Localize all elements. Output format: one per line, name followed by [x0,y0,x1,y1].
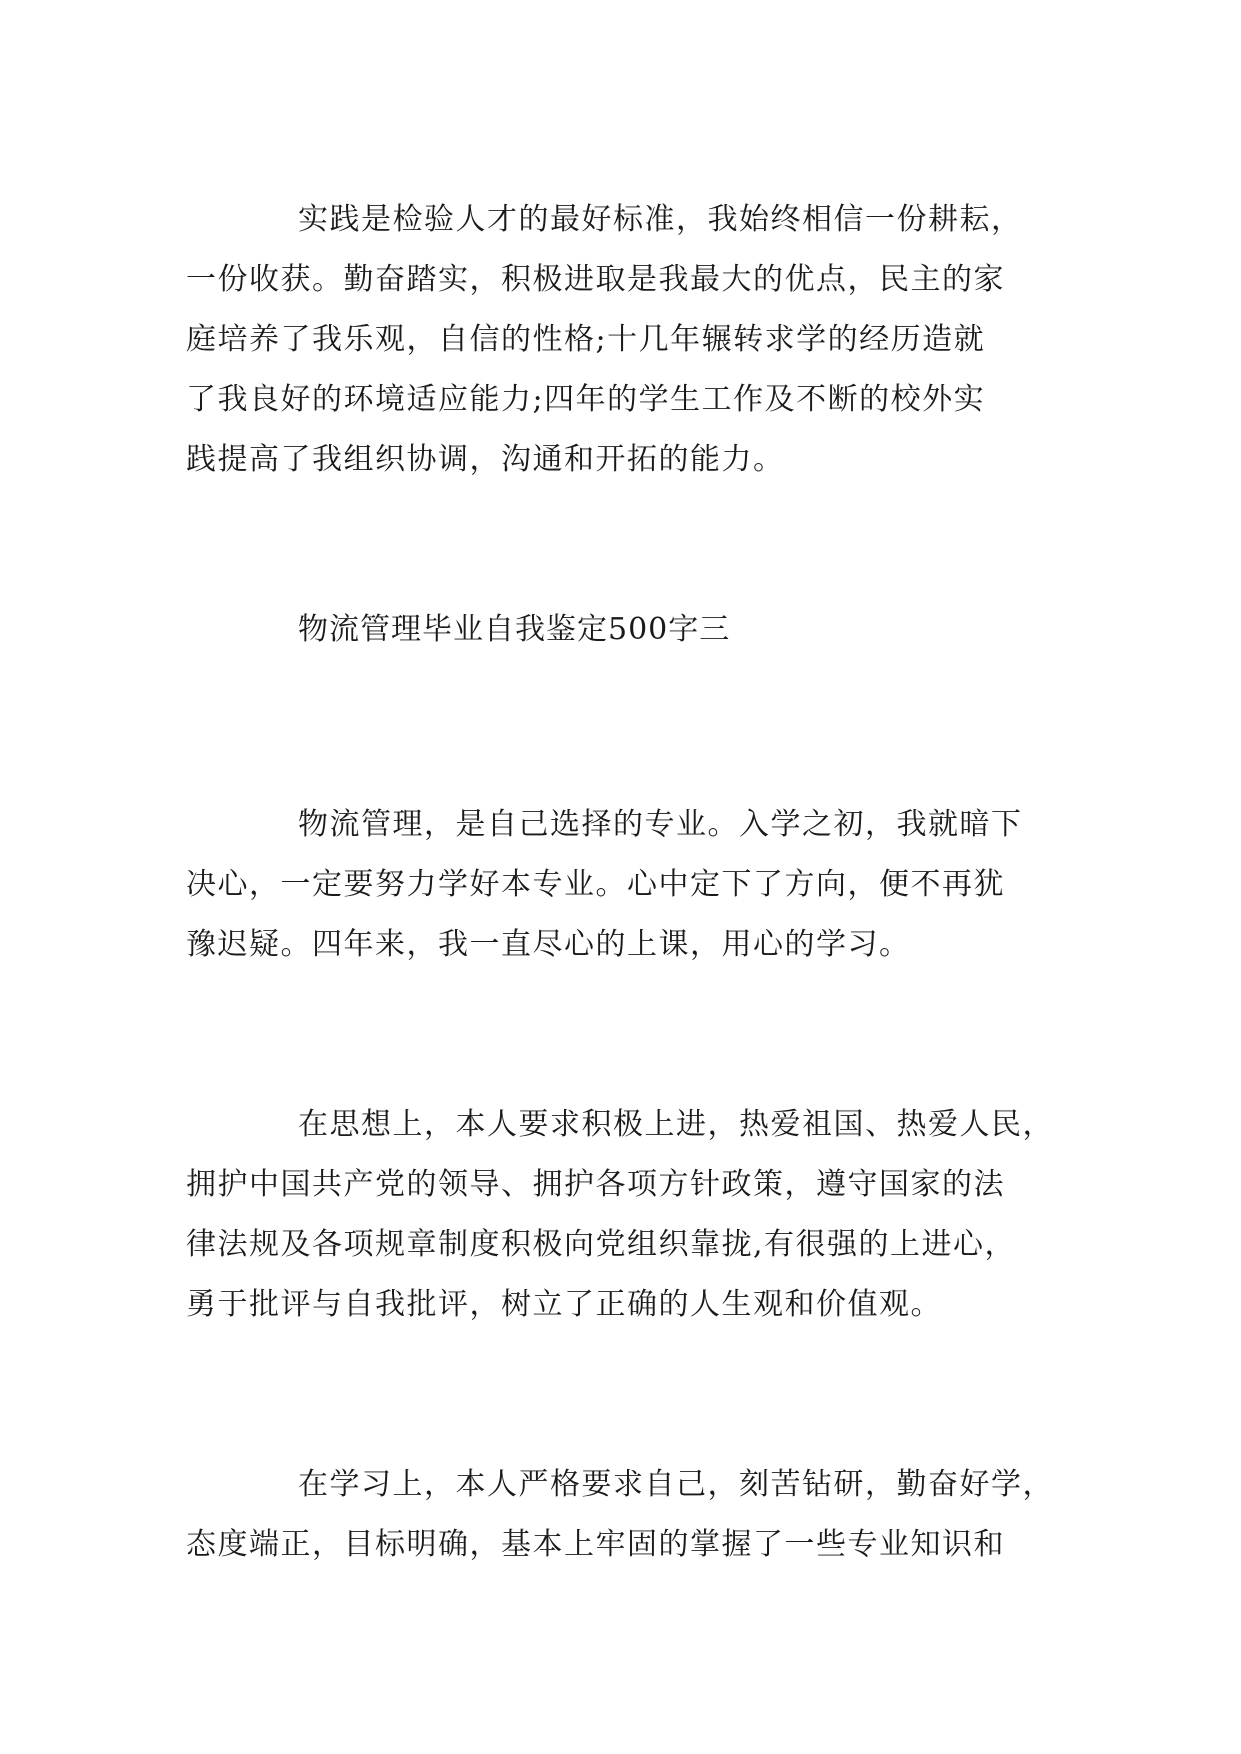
section-heading: 物流管理毕业自我鉴定500字三 [298,612,731,647]
paragraph-line: 态度端正，目标明确，基本上牢固的掌握了一些专业知识和 [186,1527,1005,1562]
paragraph-line: 拥护中国共产党的领导、拥护各项方针政策，遵守国家的法 [186,1167,1005,1202]
paragraph-study [186,1455,1066,1575]
paragraph-major-choice [186,795,1066,975]
paragraph-line: 在学习上，本人严格要求自己，刻苦钻研，勤奋好学， [298,1467,1054,1502]
paragraph-line: 在思想上，本人要求积极上进，热爱祖国、热爱人民， [298,1107,1054,1142]
paragraph-line: 一份收获。勤奋踏实，积极进取是我最大的优点，民主的家 [186,262,1005,297]
paragraph-line: 庭培养了我乐观，自信的性格;十几年辗转求学的经历造就 [186,322,986,357]
paragraph-line: 践提高了我组织协调，沟通和开拓的能力。 [186,442,785,477]
paragraph-line: 决心，一定要努力学好本专业。心中定下了方向，便不再犹 [186,867,1005,902]
paragraph-line: 勇于批评与自我批评，树立了正确的人生观和价值观。 [186,1287,942,1322]
paragraph-ideology [186,1095,1066,1335]
paragraph-line: 实践是检验人才的最好标准，我始终相信一份耕耘， [298,202,1023,237]
paragraph-line: 律法规及各项规章制度积极向党组织靠拢,有很强的上进心， [186,1227,1017,1262]
paragraph-line: 了我良好的环境适应能力;四年的学生工作及不断的校外实 [186,382,986,417]
section-heading-block [186,600,1066,660]
paragraph-line: 豫迟疑。四年来，我一直尽心的上课，用心的学习。 [186,927,911,962]
paragraph-line: 物流管理，是自己选择的专业。入学之初，我就暗下 [298,807,1023,842]
paragraph-practice [186,190,1066,490]
